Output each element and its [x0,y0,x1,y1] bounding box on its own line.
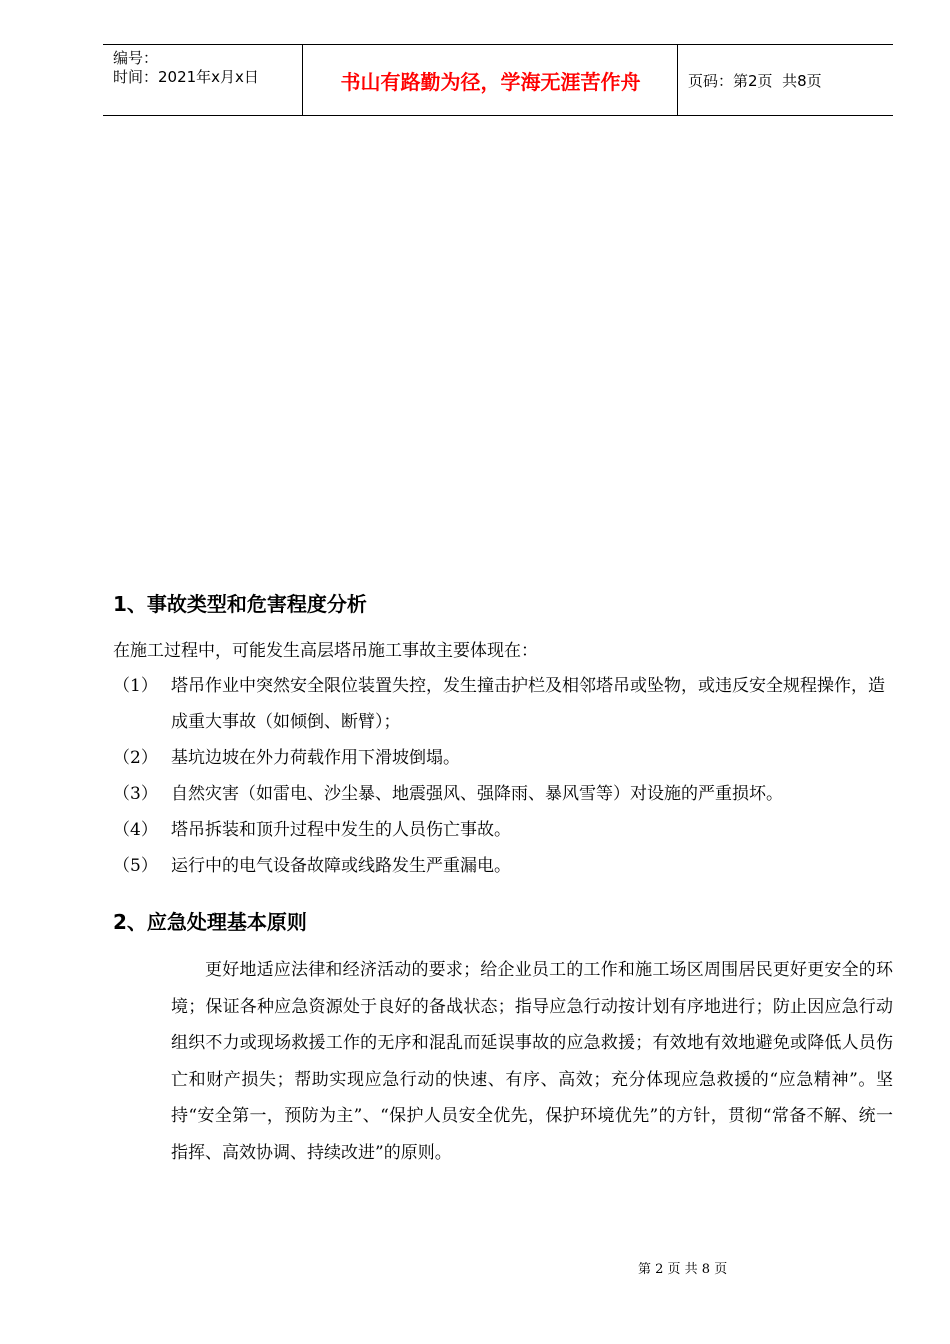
list-item-number: （2） [113,748,158,768]
section1-intro: 在施工过程中，可能发生高层塔吊施工事故主要体现在： [113,641,538,661]
list-item-text: 基坑边坡在外力荷载作用下滑坡倒塌。 [171,748,460,768]
header-page-info [678,45,893,115]
section2-body: 更好地适应法律和经济活动的要求；给企业员工的工作和施工场区周围居民更好更安全的环境；保证各种应急资源处于良好的备战状态；指导应急行动按计划有序地进行；防止因应急行动组织不力或现场救援工作的无序和混乱而延误事故的应急救援；有效地有效地避免或降低人员伤亡和财产损失；帮助实现应急行动的快速、有序、高效；充分体现应急救援的“应急精神”。坚持“安全第一，预防为主”、“保护人员安全优先，保护环境优先”的方针，贯彻“常备不解、统一指挥、高效协调、持续改进”的原则。 [171,960,893,1163]
list-item-number: （5） [113,856,158,876]
header-meta [103,45,303,115]
list-item [113,848,893,884]
list-item-text: 塔吊作业中突然安全限位装置失控，发生撞击护栏及相邻塔吊或坠物，或违反安全规程操作，造成重大事故（如倾倒、断臂）； [171,676,885,732]
document-time-label: 时间：2021年x月x日 [113,68,259,86]
list-item-number: （4） [113,820,158,840]
list-item-text: 自然灾害（如雷电、沙尘暴、地震强风、强降雨、暴风雪等）对设施的严重损坏。 [171,784,783,804]
header-motto: 书山有路勤为径，学海无涯苦作舟 [304,45,678,115]
section2-heading: 2、应急处理基本原则 [113,910,307,934]
accident-type-list [113,668,893,884]
section1-heading: 1、事故类型和危害程度分析 [113,592,367,616]
list-item-number: （1） [113,676,158,696]
page-footer: 第 2 页 共 8 页 [638,1262,728,1277]
list-item-text: 塔吊拆装和顶升过程中发生的人员伤亡事故。 [171,820,511,840]
header-page-label: 页码：第2页 共8页 [688,71,822,90]
list-item [113,812,893,848]
list-item-text: 运行中的电气设备故障或线路发生严重漏电。 [171,856,511,876]
list-item-number: （3） [113,784,158,804]
list-item [113,776,893,812]
document-number-label: 编号： [113,49,159,67]
page-header [103,44,893,116]
list-item [113,668,893,740]
list-item [113,740,893,776]
